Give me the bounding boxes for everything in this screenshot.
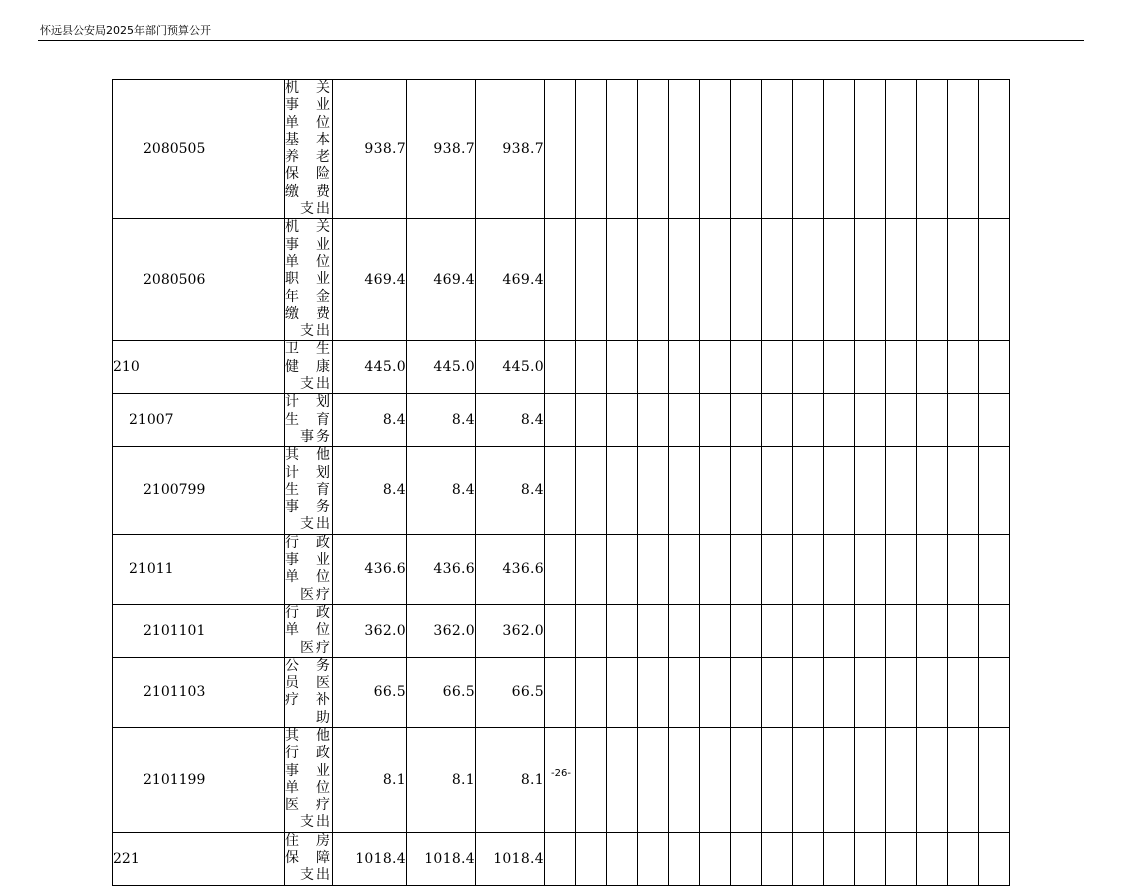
empty-cell	[979, 832, 1010, 885]
empty-cell	[607, 604, 638, 657]
empty-cell	[917, 604, 948, 657]
table-row	[113, 80, 1010, 219]
empty-cell	[731, 832, 762, 885]
empty-cell	[948, 394, 979, 447]
empty-cell	[762, 80, 793, 219]
empty-cell	[762, 534, 793, 604]
empty-cell	[638, 727, 669, 832]
empty-cell	[669, 80, 700, 219]
empty-cell	[669, 447, 700, 534]
empty-cell	[824, 604, 855, 657]
empty-cell	[669, 219, 700, 341]
amount-cell: 938.7	[407, 80, 476, 219]
empty-cell	[979, 219, 1010, 341]
empty-cell	[545, 657, 576, 727]
empty-cell	[824, 832, 855, 885]
empty-cell	[948, 447, 979, 534]
empty-cell	[886, 341, 917, 394]
empty-cell	[638, 657, 669, 727]
amount-cell: 8.4	[476, 447, 545, 534]
amount-cell: 1018.4	[407, 832, 476, 885]
empty-cell	[948, 832, 979, 885]
empty-cell	[731, 534, 762, 604]
amount-cell: 362.0	[407, 604, 476, 657]
empty-cell	[793, 727, 824, 832]
empty-cell	[917, 80, 948, 219]
empty-cell	[700, 832, 731, 885]
amount-cell: 445.0	[476, 341, 545, 394]
empty-cell	[545, 604, 576, 657]
subject-name-cell: 住房保障支出	[285, 832, 332, 884]
empty-cell	[886, 604, 917, 657]
empty-cell	[855, 832, 886, 885]
empty-cell	[762, 219, 793, 341]
empty-cell	[793, 394, 824, 447]
subject-code-cell: 2100799	[113, 447, 285, 534]
subject-code-cell: 21007	[113, 394, 285, 447]
empty-cell	[607, 394, 638, 447]
empty-cell	[545, 394, 576, 447]
empty-cell	[917, 534, 948, 604]
empty-cell	[607, 80, 638, 219]
empty-cell	[917, 727, 948, 832]
amount-cell: 8.4	[333, 447, 407, 534]
empty-cell	[545, 534, 576, 604]
empty-cell	[979, 534, 1010, 604]
empty-cell	[948, 534, 979, 604]
empty-cell	[762, 341, 793, 394]
empty-cell	[669, 657, 700, 727]
empty-cell	[917, 447, 948, 534]
empty-cell	[793, 604, 824, 657]
empty-cell	[855, 604, 886, 657]
empty-cell	[979, 341, 1010, 394]
empty-cell	[855, 219, 886, 341]
empty-cell	[576, 534, 607, 604]
empty-cell	[700, 341, 731, 394]
empty-cell	[700, 219, 731, 341]
empty-cell	[855, 534, 886, 604]
empty-cell	[948, 219, 979, 341]
empty-cell	[948, 727, 979, 832]
empty-cell	[917, 341, 948, 394]
empty-cell	[545, 447, 576, 534]
empty-cell	[576, 604, 607, 657]
amount-cell: 1018.4	[476, 832, 545, 885]
subject-code-cell: 2101101	[113, 604, 285, 657]
empty-cell	[731, 80, 762, 219]
empty-cell	[545, 341, 576, 394]
amount-cell: 362.0	[333, 604, 407, 657]
empty-cell	[979, 604, 1010, 657]
empty-cell	[979, 727, 1010, 832]
empty-cell	[638, 219, 669, 341]
empty-cell	[762, 657, 793, 727]
amount-cell: 8.1	[476, 727, 545, 832]
subject-code-cell: 2080506	[113, 219, 285, 341]
empty-cell	[731, 219, 762, 341]
empty-cell	[886, 657, 917, 727]
empty-cell	[669, 727, 700, 832]
empty-cell	[731, 394, 762, 447]
empty-cell	[824, 341, 855, 394]
empty-cell	[855, 394, 886, 447]
amount-cell: 469.4	[476, 219, 545, 341]
table-row	[113, 447, 1010, 534]
empty-cell	[886, 394, 917, 447]
empty-cell	[545, 727, 576, 832]
empty-cell	[700, 394, 731, 447]
empty-cell	[886, 219, 917, 341]
empty-cell	[638, 534, 669, 604]
amount-cell: 8.4	[476, 394, 545, 447]
amount-cell: 8.1	[333, 727, 407, 832]
empty-cell	[762, 447, 793, 534]
subject-name-cell: 行政单位医疗	[285, 604, 332, 656]
empty-cell	[762, 727, 793, 832]
empty-cell	[576, 219, 607, 341]
empty-cell	[576, 80, 607, 219]
empty-cell	[731, 657, 762, 727]
empty-cell	[948, 80, 979, 219]
empty-cell	[638, 341, 669, 394]
amount-cell: 362.0	[476, 604, 545, 657]
empty-cell	[700, 80, 731, 219]
empty-cell	[669, 341, 700, 394]
page-number: -26-	[551, 768, 571, 779]
subject-name-cell: 计划生育事务	[285, 394, 332, 445]
empty-cell	[917, 219, 948, 341]
amount-cell: 66.5	[333, 657, 407, 727]
amount-cell: 1018.4	[333, 832, 407, 885]
empty-cell	[948, 341, 979, 394]
empty-cell	[607, 447, 638, 534]
empty-cell	[824, 219, 855, 341]
subject-name-cell: 机关事业单位基本养老保险缴费支出	[285, 80, 332, 218]
amount-cell: 8.4	[407, 394, 476, 447]
empty-cell	[979, 80, 1010, 219]
empty-cell	[607, 657, 638, 727]
empty-cell	[576, 394, 607, 447]
empty-cell	[793, 219, 824, 341]
empty-cell	[855, 727, 886, 832]
empty-cell	[607, 832, 638, 885]
empty-cell	[731, 604, 762, 657]
empty-cell	[824, 447, 855, 534]
empty-cell	[793, 341, 824, 394]
empty-cell	[886, 727, 917, 832]
amount-cell: 445.0	[407, 341, 476, 394]
amount-cell: 469.4	[333, 219, 407, 341]
empty-cell	[793, 657, 824, 727]
empty-cell	[855, 80, 886, 219]
subject-name-cell: 其他计划生育事务支出	[285, 447, 332, 533]
amount-cell: 938.7	[476, 80, 545, 219]
amount-cell: 66.5	[476, 657, 545, 727]
empty-cell	[700, 727, 731, 832]
subject-name-cell: 行政事业单位医疗	[285, 534, 332, 603]
empty-cell	[700, 534, 731, 604]
empty-cell	[669, 604, 700, 657]
empty-cell	[855, 341, 886, 394]
table-row	[113, 219, 1010, 341]
empty-cell	[638, 832, 669, 885]
subject-code-cell: 2080505	[113, 80, 285, 219]
empty-cell	[917, 657, 948, 727]
empty-cell	[762, 604, 793, 657]
table-row	[113, 341, 1010, 394]
empty-cell	[669, 534, 700, 604]
amount-cell: 8.1	[407, 727, 476, 832]
empty-cell	[638, 80, 669, 219]
table-row	[113, 727, 1010, 832]
empty-cell	[855, 657, 886, 727]
empty-cell	[545, 832, 576, 885]
empty-cell	[824, 657, 855, 727]
header-divider	[38, 40, 1084, 41]
empty-cell	[886, 447, 917, 534]
empty-cell	[576, 657, 607, 727]
subject-name-cell: 机关事业单位职业年金缴费支出	[285, 219, 332, 340]
empty-cell	[607, 341, 638, 394]
empty-cell	[576, 727, 607, 832]
amount-cell: 469.4	[407, 219, 476, 341]
empty-cell	[917, 394, 948, 447]
subject-code-cell: 21011	[113, 534, 285, 604]
amount-cell: 445.0	[333, 341, 407, 394]
empty-cell	[700, 657, 731, 727]
empty-cell	[576, 447, 607, 534]
document-header-title: 怀远县公安局2025年部门预算公开	[40, 24, 211, 37]
empty-cell	[948, 604, 979, 657]
empty-cell	[979, 394, 1010, 447]
empty-cell	[545, 80, 576, 219]
empty-cell	[731, 447, 762, 534]
empty-cell	[824, 394, 855, 447]
empty-cell	[917, 832, 948, 885]
empty-cell	[824, 534, 855, 604]
empty-cell	[793, 80, 824, 219]
table-row	[113, 604, 1010, 657]
empty-cell	[576, 341, 607, 394]
empty-cell	[886, 534, 917, 604]
subject-code-cell: 2101199	[113, 727, 285, 832]
empty-cell	[700, 447, 731, 534]
empty-cell	[607, 219, 638, 341]
empty-cell	[855, 447, 886, 534]
empty-cell	[545, 219, 576, 341]
empty-cell	[824, 80, 855, 219]
empty-cell	[793, 534, 824, 604]
empty-cell	[607, 534, 638, 604]
amount-cell: 8.4	[407, 447, 476, 534]
subject-name-cell: 其他行政事业单位医疗支出	[285, 727, 332, 831]
amount-cell: 66.5	[407, 657, 476, 727]
subject-code-cell: 221	[113, 832, 285, 885]
empty-cell	[762, 832, 793, 885]
empty-cell	[824, 727, 855, 832]
amount-cell: 436.6	[476, 534, 545, 604]
empty-cell	[886, 80, 917, 219]
empty-cell	[669, 394, 700, 447]
amount-cell: 436.6	[407, 534, 476, 604]
table-row	[113, 534, 1010, 604]
subject-code-cell: 2101103	[113, 657, 285, 727]
empty-cell	[576, 832, 607, 885]
empty-cell	[607, 727, 638, 832]
table-row	[113, 657, 1010, 727]
empty-cell	[638, 394, 669, 447]
amount-cell: 938.7	[333, 80, 407, 219]
subject-name-cell: 卫生健康支出	[285, 341, 332, 393]
amount-cell: 436.6	[333, 534, 407, 604]
empty-cell	[793, 447, 824, 534]
empty-cell	[948, 657, 979, 727]
empty-cell	[731, 727, 762, 832]
empty-cell	[979, 657, 1010, 727]
empty-cell	[793, 832, 824, 885]
empty-cell	[638, 447, 669, 534]
subject-name-cell: 公务员医疗补助	[285, 657, 332, 726]
subject-code-cell: 210	[113, 341, 285, 394]
empty-cell	[979, 447, 1010, 534]
empty-cell	[762, 394, 793, 447]
table-row	[113, 832, 1010, 885]
budget-table	[112, 79, 1010, 886]
amount-cell: 8.4	[333, 394, 407, 447]
empty-cell	[886, 832, 917, 885]
budget-table-body	[113, 80, 1010, 886]
table-row	[113, 394, 1010, 447]
empty-cell	[669, 832, 700, 885]
empty-cell	[700, 604, 731, 657]
empty-cell	[731, 341, 762, 394]
empty-cell	[638, 604, 669, 657]
